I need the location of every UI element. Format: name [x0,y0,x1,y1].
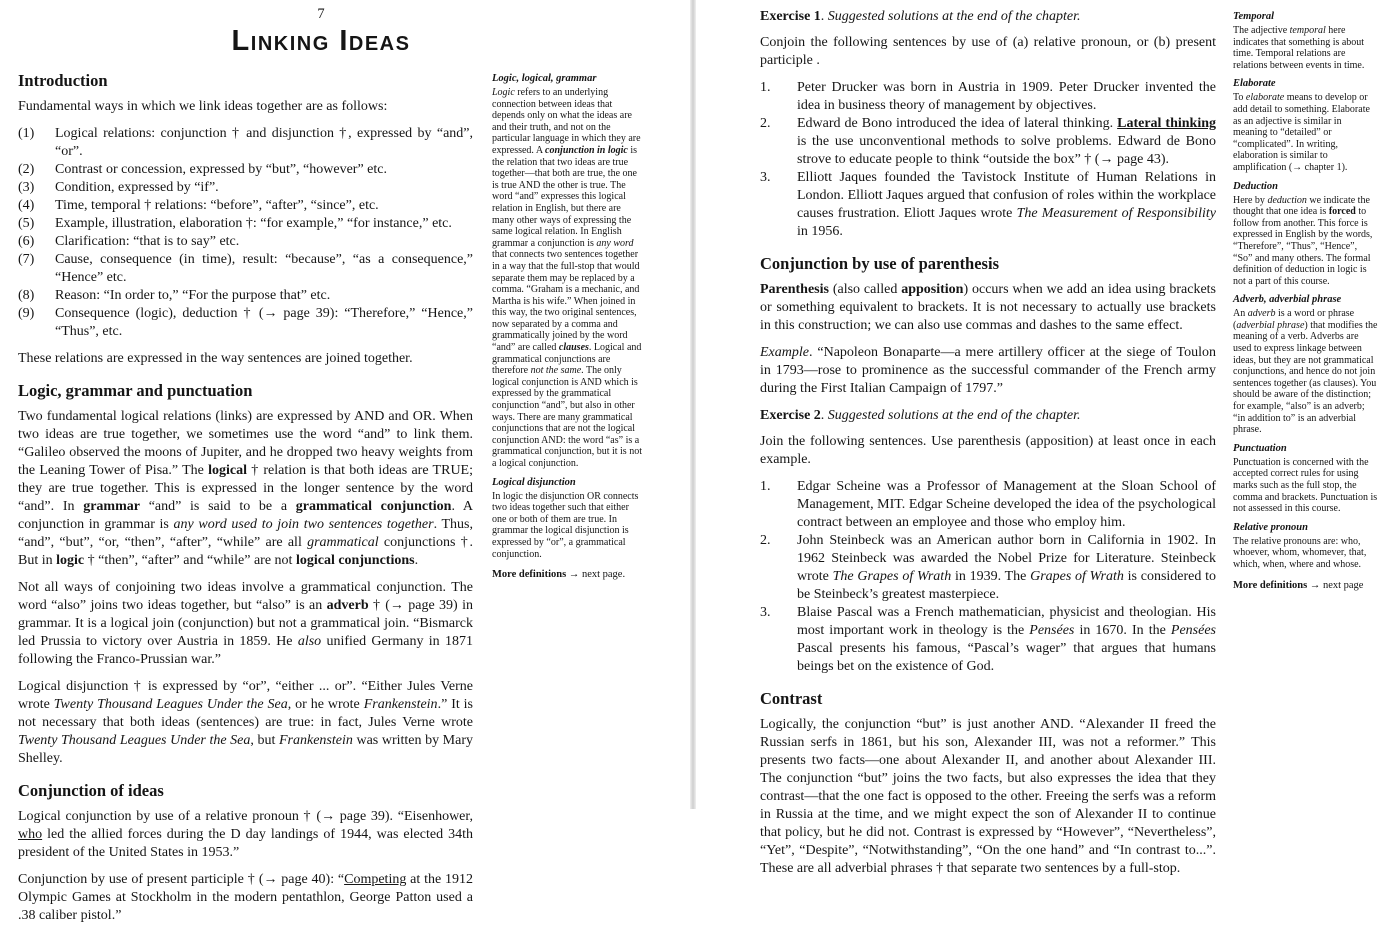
right-page-main-column [760,2,1216,887]
section-heading-conjunction-of-ideas: Conjunction of ideas [18,781,164,800]
margin-note-body: The relative pronouns are: who, whoever, whom, whomever, that, which, when, where and whose. [1233,535,1367,570]
list-item [18,287,473,305]
right-page-margin-column [1233,4,1378,602]
list-item-text: Time, temporal † relations: “before”, “after”, “since”, etc. [55,198,379,213]
conjunction-paragraph-1: Logical conjunction by use of a relative pronoun † (→ page 39). “Eisenhower, who led the allied forces during the D day landings of 1944, was elected 34th president of the United States in 1953.” [18,809,473,860]
margin-note-heading: Adverb, adverbial phrase [1233,294,1342,306]
logic-paragraph-1: Two fundamental logical relations (links) are expressed by AND and OR. When two ideas are true together, we sometimes use the word “and” to link them. “Galileo observed the moons of Jupiter, and he dropped two heavy weights from the Leaning Tower of Pisa.” The logical † relation is that both ideas are TRUE; they are true together. This is expressed in the longer sentence by the word “and”. In grammar “and” is said to be a grammatical conjunction. A conjunction in grammar is any word used to join two sentences together. Thus, “and”, “but”, “or, “then”, “after”, “while” are all grammatical conjunctions †. But in logic † “then”, “after” and “while” are not logical conjunctions. [18,409,473,568]
list-item [760,115,1216,169]
margin-note [1233,443,1378,515]
margin-note [1233,78,1378,173]
list-item [760,79,1216,115]
list-item [18,161,473,179]
margin-note [1233,181,1378,288]
margin-note-body: To elaborate means to develop or add detail to something. Elaborate as an adjective is similar in meaning to “detailed” or “complicated”. In writing, elaboration is similar to amplification (→ chapter 1). [1233,92,1370,173]
list-item [760,532,1216,604]
list-item-number: 1. [760,479,771,494]
list-item-number: (9) [18,306,35,321]
margin-note-body: The adjective temporal here indicates that something is about time. Temporal relations are relations between events in time. [1233,25,1365,71]
list-item-number: (2) [18,162,35,177]
list-item [18,215,473,233]
linking-relations-list [18,125,473,341]
list-item-number: (5) [18,216,35,231]
list-item-text: Peter Drucker was born in Austria in 1909. Peter Drucker invented the idea in business theory of management by objectives. [797,80,1216,113]
list-item-text: Reason: “In order to,” “For the purpose that” etc. [55,288,331,303]
list-item-text: Logical relations: conjunction † and disjunction †, expressed by “and”, “or”. [55,126,473,159]
logic-paragraph-3: Logical disjunction † is expressed by “or”, “either ... or”. “Either Jules Verne wrote Twenty Thousand Leagues Under the Sea, or he wrote Frankenstein.” It is not necessary that both ideas (sentences) are true: in fact, Jules Verne wrote Twenty Thousand Leagues Under the Sea, but Frankenstein was written by Mary Shelley. [18,679,474,766]
margin-note-heading: Deduction [1233,180,1278,192]
list-item-text: Elliott Jaques founded the Tavistock Institute of Human Relations in London. Elliott Jaques argued that confusion of roles within the workplace causes frustration. Eliott Jaques wrote The Measurement of Responsibility in 1956. [797,170,1216,239]
page-number: 7 [317,6,325,22]
margin-note [1233,294,1378,436]
intro-paragraph: Fundamental ways in which we link ideas together are as follows: [18,99,388,114]
list-item [18,305,473,341]
margin-note [1233,11,1378,71]
section-heading-contrast: Contrast [760,689,823,708]
list-item-text: Contrast or concession, expressed by “but”, “however” etc. [55,162,387,177]
exercise-1-list [760,79,1216,241]
margin-note-heading: Logic, logical, grammar [492,73,597,84]
list-item-number: 1. [760,80,771,95]
section-heading-introduction: Introduction [18,71,108,90]
exercise-2-instructions: Join the following sentences. Use parenthesis (apposition) at least once in each example. [760,434,1216,467]
list-item-number: 2. [760,116,771,131]
exercise-1-instructions: Conjoin the following sentences by use of (a) relative pronoun, or (b) present participle . [760,35,1216,68]
parenthesis-paragraph: Parenthesis (also called apposition) occurs when we add an idea using brackets or something equivalent to brackets. It is not necessary to actually use brackets in this construction; we can also use commas and dashes to the same effect. [760,282,1216,333]
list-item-text: Blaise Pascal was a French mathematician, physicist and theologian. His most important work in theology is the Pensées in 1670. In the Pensées Pascal presents his famous, “Pascal’s wager” that argues that humans beings bet on the existence of God. [797,605,1216,674]
list-item-text: Consequence (logic), deduction † (→ page 39): “Therefore,” “Hence,” “Thus”, etc. [55,306,473,339]
margin-note-heading: Elaborate [1233,78,1276,90]
closing-paragraph: These relations are expressed in the way sentences are joined together. [18,351,413,366]
margin-note [492,73,645,470]
list-item [18,197,473,215]
list-item-number: 3. [760,605,771,620]
margin-note-heading: Punctuation [1233,442,1287,454]
section-heading-logic-grammar-punctuation: Logic, grammar and punctuation [18,381,253,400]
list-item [760,604,1216,676]
list-item [18,179,473,197]
conjunction-paragraph-2: Conjunction by use of present participle † (→ page 40): “Competing at the 1912 Olympic Games at Stockholm in the modern pentathlon, George Patton used a .38 caliber pistol.” [18,872,473,923]
margin-note-body: Logic refers to an underlying connection between ideas that depends only on what the ideas are and their truth, and not on the particular language in which they are expressed. A conjunction in logic is the relation that two ideas are true together—that both are true, the one is true AND the other is true. The word “and” expresses this logical relation in English, but there are many other ways of expressing the same logical relation. In English grammar a conjunction is any word that connects two sentences together in a way that the full-stop that would separate them may be replaced by a comma. “Graham is a mechanic, and Martha is his wife.” When joined in this way, the two original sentences, now separated by a comma and grammatically joined by the word “and” are called clauses. Logical and grammatical conjunctions are therefore not the same. The only logical conjunction is AND which is expressed by the grammatical conjunction “and”, but also in other ways. There are many grammatical conjunctions that are not the logical conjunction AND: the word “as” is a grammatical conjunction, but it is not a logical conjunction. [492,87,642,469]
page-divider [690,0,696,809]
list-item-number: 2. [760,533,771,548]
list-item-text: Condition, expressed by “if”. [55,180,219,195]
left-page-margin-column [492,66,645,592]
chapter-title: Linking Ideas [231,25,411,57]
more-definitions-note: More definitions → next page [1233,579,1364,591]
list-item [760,169,1216,241]
contrast-paragraph: Logically, the conjunction “but” is just another AND. “Alexander II freed the Russian serfs in 1861, but his son, Alexander III, was not a reformer.” This presents two facts—one about Alexander II, and another about Alexander III. The conjunction “but” joins the two facts, but also expresses the idea that they contrast—that the one fact is opposed to the other. Freeing the serfs was a reform in Russia at the time, and we might expect the son of Alexander II to continue that policy, but he did not. Contrast is expressed by “However”, “Nevertheless”, “Yet”, “Despite”, “Notwithstanding”, “On the one hand” and “In contrast to...”. These are all adverbial phrases † that separate two sentences by a full-stop. [760,717,1216,876]
list-item [18,233,473,251]
list-item-text: Cause, consequence (in time), result: “because”, “as a consequence,” “Hence” etc. [55,252,473,285]
list-item [18,251,473,287]
list-item-number: (7) [18,252,35,267]
list-item [18,125,473,161]
margin-note-heading: Temporal [1233,11,1275,22]
left-page-main-column [18,58,473,934]
logic-paragraph-2: Not all ways of conjoining two ideas involve a grammatical conjunction. The word “also” joins two ideas together, but “also” is an adverb † (→ page 39) in grammar. It is a logical join (conjunction) but not a grammatical join. “Bismarck led Prussia to victory over Austria in 1859. He also unified Germany in 1871 following the Franco-Prussian war.” [18,580,473,667]
margin-note-body: An adverb is a word or phrase (adverbial phrase) that modifies the meaning of a verb. Adverbs are used to express linkage between ideas, but they are not grammatical conjunctions, and hence do not join sentences together (as clauses). You should be aware of the distinction; for example, “also” is an adverb; “in addition to” is an adverbial phrase. [1233,308,1378,436]
more-definitions-note: More definitions → next page. [492,569,626,581]
list-item-number: 3. [760,170,771,185]
margin-note-heading: Relative pronoun [1233,521,1308,533]
list-item-number: (6) [18,234,35,249]
example-paragraph: Example. “Napoleon Bonaparte—a mere artillery officer at the siege of Toulon in 1793—rose to prominence as the successful commander of the French army during the First Italian Campaign of 1797.” [760,345,1216,396]
exercise-1-label: Exercise 1. Suggested solutions at the end of the chapter. [760,9,1081,24]
left-page-header [18,6,624,56]
margin-note [1233,522,1378,571]
list-item-text: Example, illustration, elaboration †: “for example,” “for instance,” etc. [55,216,452,231]
list-item-number: (8) [18,288,35,303]
margin-note-body: Here by deduction we indicate the thought that one idea is forced to follow from another. This force is expressed in English by the words, “Therefore”, “Thus”, “Hence”, “So” and many others. The formal definition of deduction in logic is not a part of this course. [1233,194,1373,287]
list-item-number: (4) [18,198,35,213]
list-item-number: (1) [18,126,35,141]
list-item-text: Clarification: “that is to say” etc. [55,234,240,249]
exercise-2-list [760,478,1216,676]
margin-note [492,477,645,561]
margin-note-body: In logic the disjunction OR connects two ideas together such that either one or both of them are true. In grammar the logical disjunction is expressed by “or”, a grammatical conjunction. [492,490,639,560]
list-item [760,478,1216,532]
list-item-text: Edward de Bono introduced the idea of lateral thinking. Lateral thinking is the use unconventional methods to solve problems. Edward de Bono strove to educate people to think “outside the box” † (→ page 43). [797,116,1217,167]
list-item-text: John Steinbeck was an American author born in California in 1902. In 1962 Steinbeck was awarded the Nobel Prize for Literature. Steinbeck wrote The Grapes of Wrath in 1939. The Grapes of Wrath is considered to be Steinbeck’s greatest masterpiece. [797,533,1217,602]
section-heading-parenthesis: Conjunction by use of parenthesis [760,254,999,273]
margin-note-heading: Logical disjunction [492,476,576,488]
margin-note-body: Punctuation is concerned with the accepted correct rules for using marks such as the full stop, the comma and brackets. Punctuation is not assessed in this course. [1233,456,1378,515]
list-item-text: Edgar Scheine was a Professor of Management at the Sloan School of Management, MIT. Edgar Scheine developed the idea of the psychological contract between an employee and those who employ him. [797,479,1216,530]
exercise-2-label: Exercise 2. Suggested solutions at the end of the chapter. [760,408,1081,423]
list-item-number: (3) [18,180,35,195]
